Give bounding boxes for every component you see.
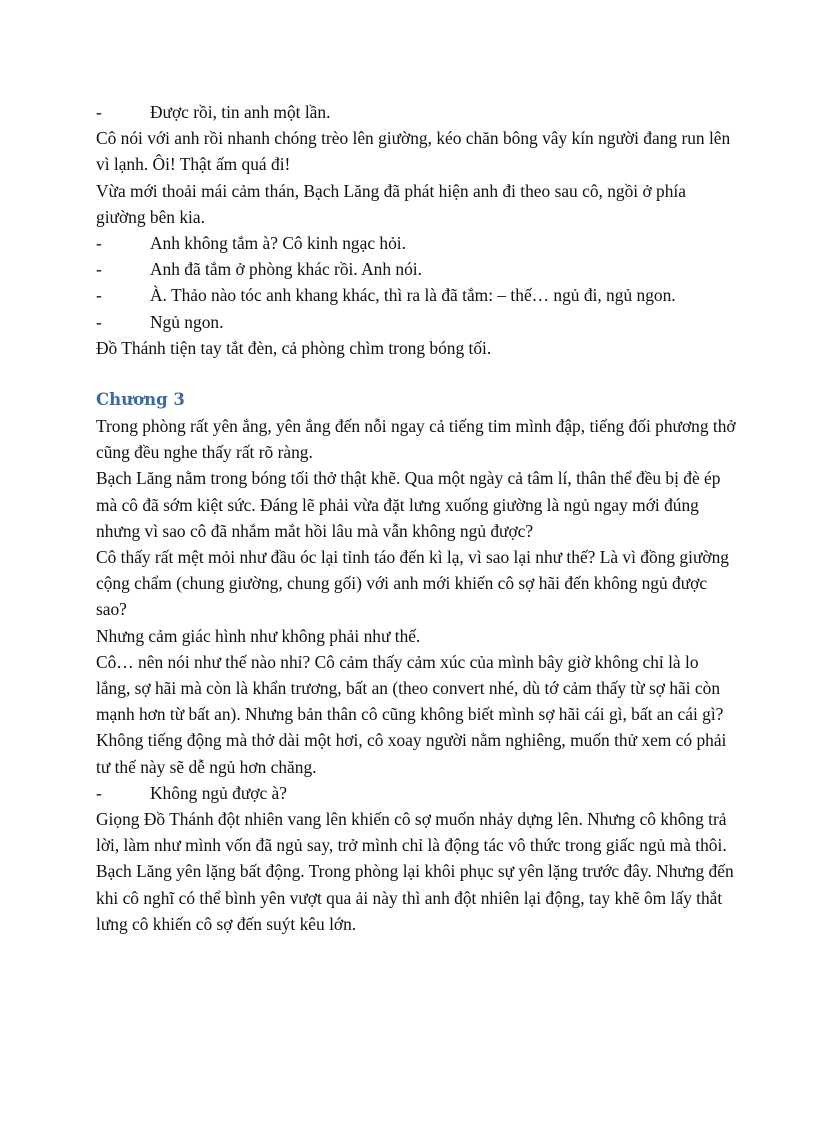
dialogue-dash: - [96, 285, 102, 306]
chapter-section [96, 387, 736, 937]
paragraph: Nhưng cảm giác hình như không phải như thế. [96, 625, 421, 646]
dialogue-text: Anh đã tắm ở phòng khác rồi. Anh nói. [150, 259, 422, 280]
paragraph: Trong phòng rất yên ắng, yên ắng đến nỗi ngay cả tiếng tim mình đập, tiếng đối phương thở cũng đều nghe thấy rất rõ ràng. [96, 416, 736, 463]
dialogue-dash: - [96, 782, 102, 803]
dialogue-line [96, 256, 736, 282]
paragraph: Cô thấy rất mệt mỏi như đầu óc lại tỉnh táo đến kì lạ, vì sao lại như thế? Là vì đồng giường cộng chẩm (chung giường, chung gối) với anh mới khiến cô sợ hãi đến không ngủ được sao? [96, 547, 729, 620]
page-content [96, 99, 736, 937]
dialogue-text: Anh không tắm à? Cô kinh ngạc hỏi. [150, 233, 406, 254]
chapter-heading: Chương 3 [96, 390, 185, 410]
dialogue-dash: - [96, 259, 102, 280]
paragraph: Bạch Lăng yên lặng bất động. Trong phòng lại khôi phục sự yên lặng trước đây. Nhưng đến khi cô nghĩ có thể bình yên vượt qua ải này thì anh đột nhiên lại động, tay khẽ ôm lấy thắt lưng cô khiến cô sợ đến suýt kêu lớn. [96, 861, 734, 934]
paragraph: Vừa mới thoải mái cảm thán, Bạch Lăng đã phát hiện anh đi theo sau cô, ngồi ở phía giường bên kia. [96, 180, 686, 227]
section-1 [96, 99, 736, 361]
section-gap [96, 361, 736, 387]
dialogue-dash: - [96, 311, 102, 332]
dialogue-text: À. Thảo nào tóc anh khang khác, thì ra là đã tắm: – thế… ngủ đi, ngủ ngon. [150, 285, 676, 306]
paragraph: Không tiếng động mà thở dài một hơi, cô xoay người nằm nghiêng, muốn thử xem có phải tư thế này sẽ dễ ngủ hơn chăng. [96, 730, 727, 777]
paragraph: Giọng Đồ Thánh đột nhiên vang lên khiến cô sợ muốn nhảy dựng lên. Nhưng cô không trả lời, làm như mình vốn đã ngủ say, trở mình chỉ là động tác vô thức trong giấc ngủ mà thôi. [96, 809, 727, 856]
dialogue-text: Được rồi, tin anh một lần. [150, 102, 331, 122]
paragraph: Cô… nên nói như thế nào nhỉ? Cô cảm thấy cảm xúc của mình bây giờ không chỉ là lo lắng, sợ hãi mà còn là khẩn trương, bất an (theo convert nhé, dù tớ cảm thấy từ sợ hãi còn mạnh hơn từ bất an). Nhưng bản thân cô cũng không biết mình sợ hãi cái gì, bất an cái gì? [96, 651, 724, 725]
dialogue-line [96, 282, 736, 308]
paragraph: Bạch Lăng nằm trong bóng tối thở thật khẽ. Qua một ngày cả tâm lí, thân thể đều bị đè ép mà cô đã sớm kiệt sức. Đáng lẽ phải vừa đặt lưng xuống giường là ngủ ngay mới đúng nhưng vì sao cô đã nhắm mắt hồi lâu mà vẫn không ngủ được? [96, 468, 721, 541]
paragraph: Đồ Thánh tiện tay tắt đèn, cả phòng chìm trong bóng tối. [96, 337, 492, 358]
dialogue-line [96, 99, 736, 125]
dialogue-text: Ngủ ngon. [150, 311, 224, 332]
dialogue-dash: - [96, 102, 102, 122]
dialogue-text: Không ngủ được à? [150, 782, 287, 803]
dialogue-line [96, 780, 736, 806]
dialogue-line [96, 230, 736, 256]
dialogue-line [96, 309, 736, 335]
paragraph: Cô nói với anh rồi nhanh chóng trèo lên giường, kéo chăn bông vây kín người đang run lên vì lạnh. Ôi! Thật ấm quá đi! [96, 128, 731, 175]
dialogue-dash: - [96, 233, 102, 254]
